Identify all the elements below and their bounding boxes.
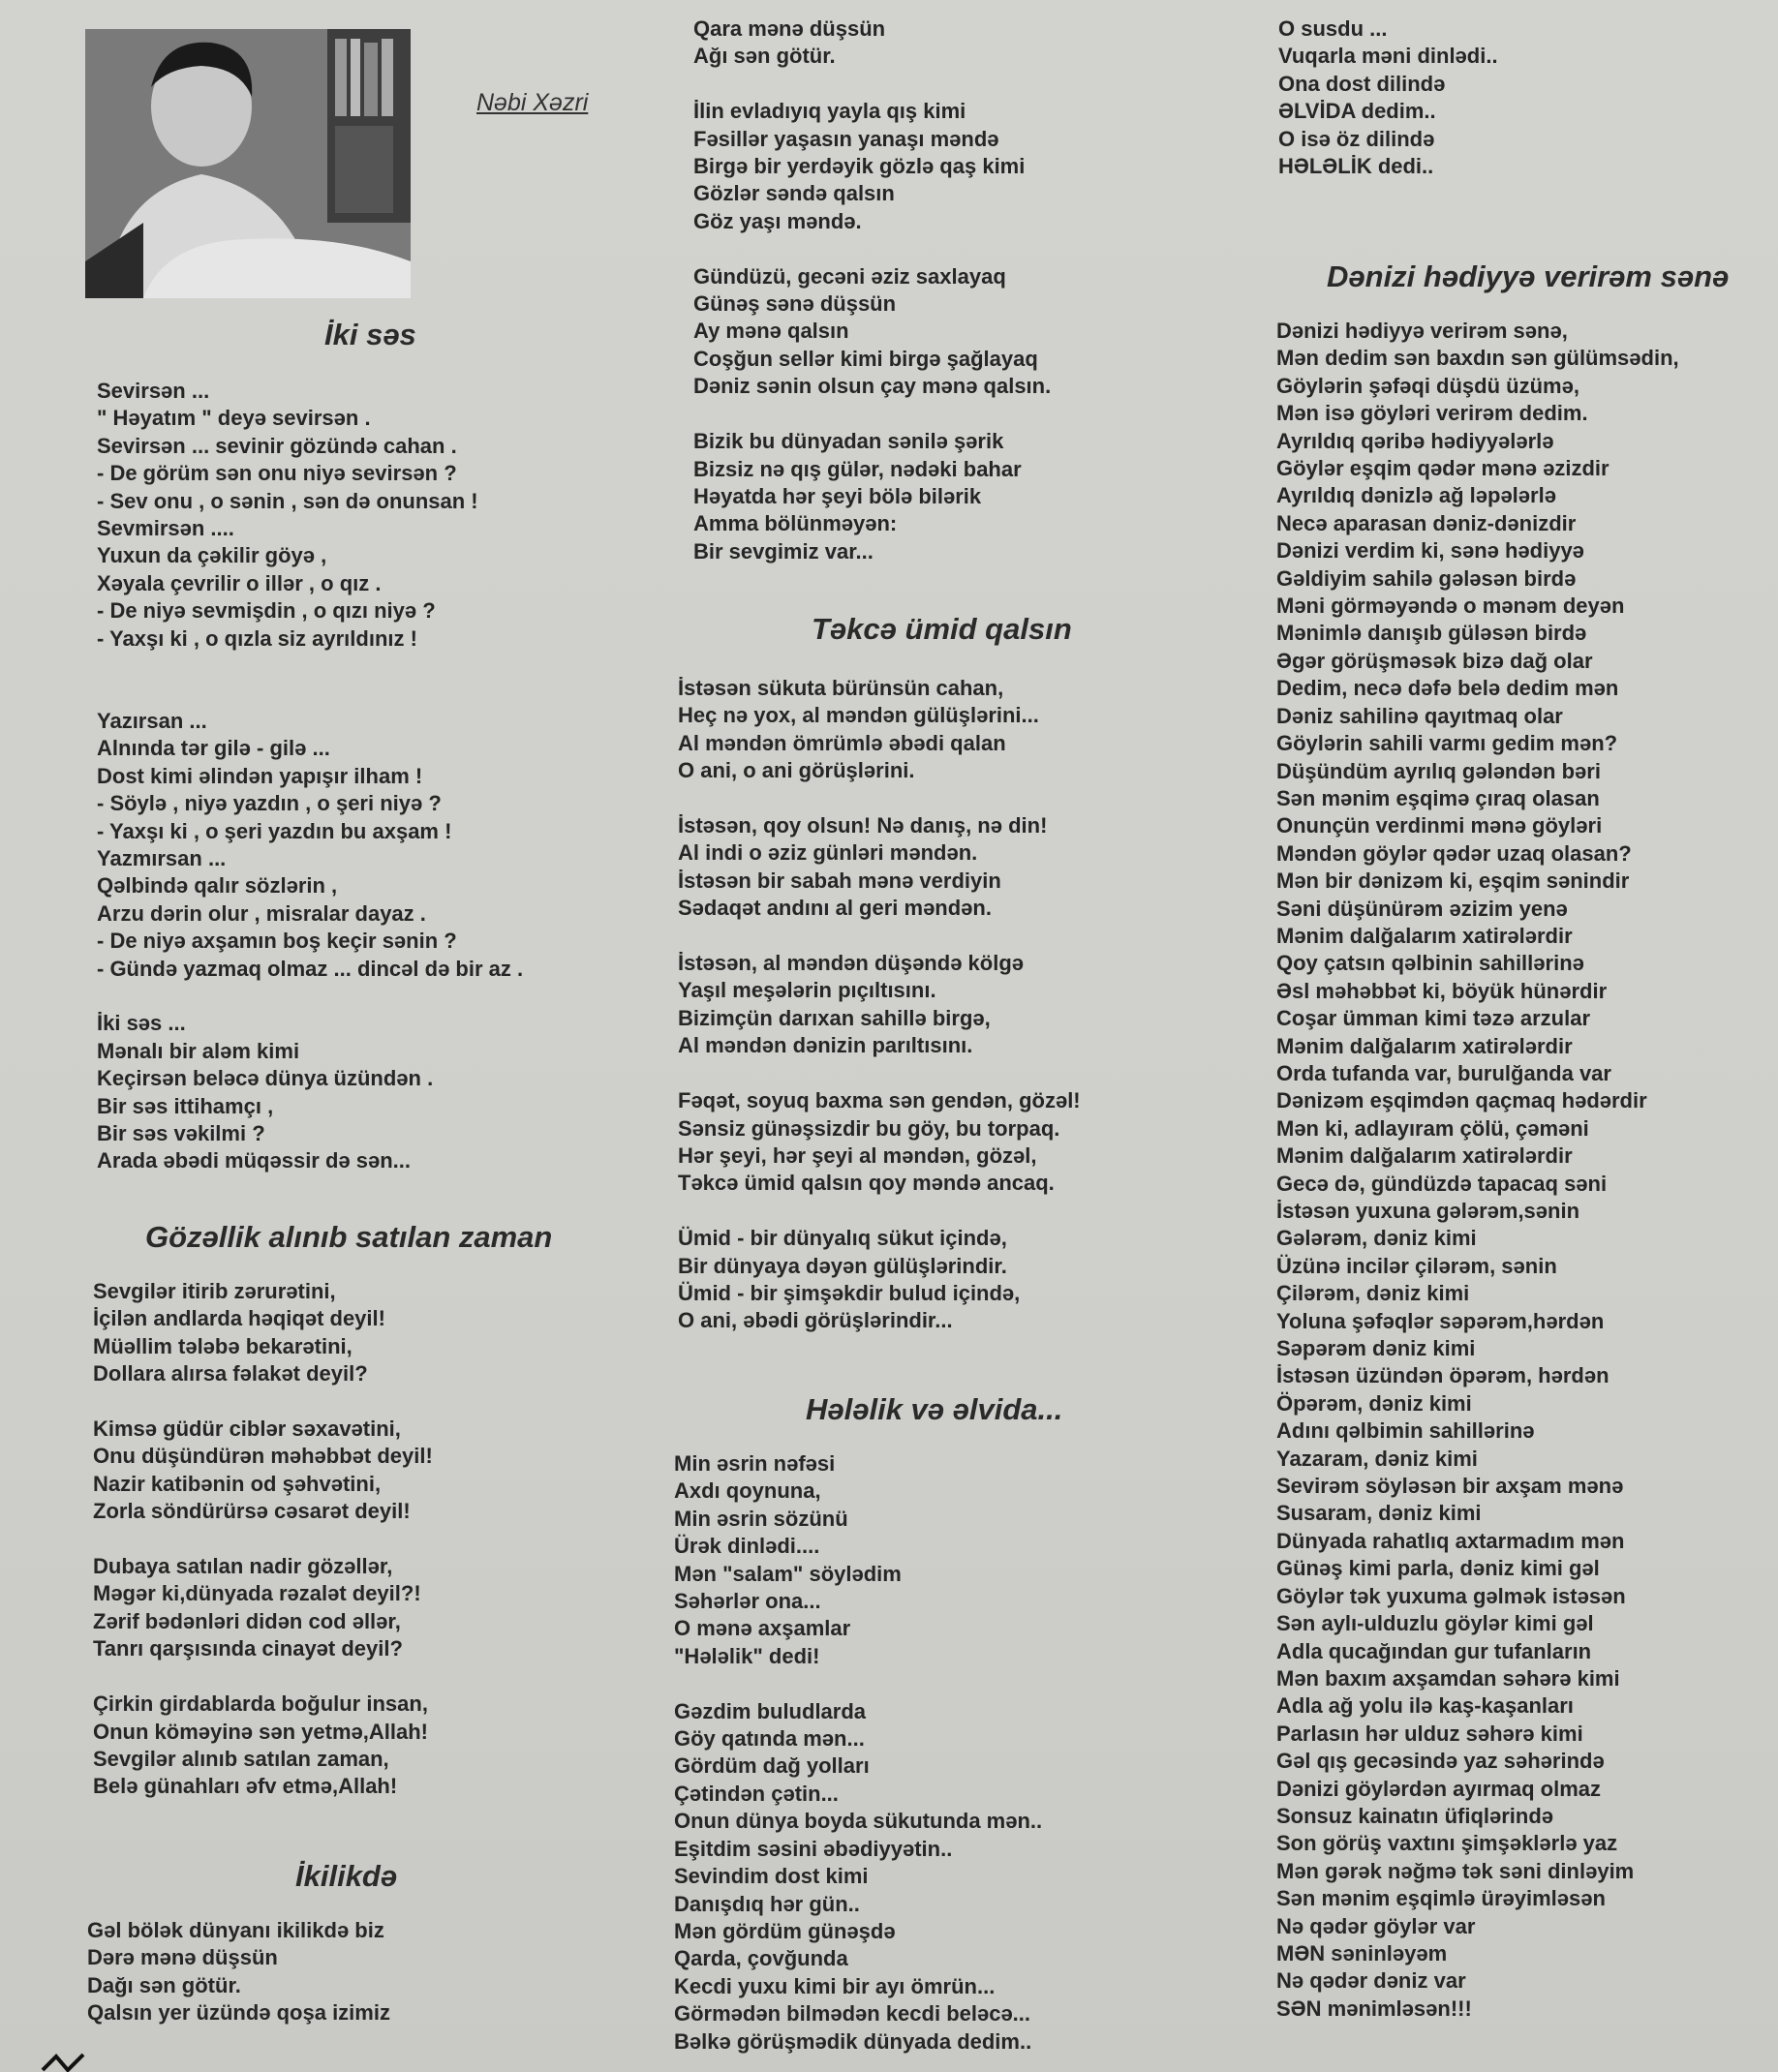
poem-line: Xəyala çevrilir o illər , o qız . — [97, 570, 382, 595]
poem-line: Qalsın yer üzündə qoşa izimiz — [87, 2000, 390, 2026]
poem-line: Ay mənə qalsın — [693, 319, 849, 344]
poem-line: Dubaya satılan nadir gözəllər, — [93, 1554, 393, 1579]
poem-line: Səni düşünürəm əzizim yenə — [1276, 896, 1568, 921]
poem-line: Bir sevgimiz var... — [693, 538, 874, 564]
poem-line: Ümid - bir şimşəkdir bulud içində, — [678, 1280, 1021, 1305]
poem-line: Arzu dərin olur , misralar dayaz . — [97, 900, 426, 926]
poem-line: Təkcə ümid qalsın qoy məndə ancaq. — [678, 1171, 1055, 1196]
poem-line: - Gündə yazmaq olmaz ... dincəl də bir az . — [97, 956, 524, 981]
poem-title-iki-ses: İki səs — [324, 318, 416, 351]
poem-line: Axdı qoynuna, — [674, 1478, 821, 1504]
poem-line — [93, 1388, 433, 1416]
poem-line: Qarda, çovğunda — [674, 1946, 848, 1971]
poem-line: Necə aparasan dəniz-dənizdir — [1276, 510, 1577, 535]
poem-line: Göylərin sahili varmı gedim mən? — [1276, 731, 1618, 756]
poem-line: Onu düşündürən məhəbbət deyil! — [93, 1444, 433, 1469]
poem-line: İstəsən sükuta bürünsün cahan, — [678, 676, 1004, 700]
poem-line: Çilərəm, dəniz kimi — [1276, 1281, 1470, 1306]
poem-line: Mən baxım axşamdan səhərə kimi — [1276, 1665, 1620, 1691]
poem-line: İstəsən, al məndən düşəndə kölgə — [678, 951, 1024, 976]
poem-line: Mənim dalğalarım xatirələrdir — [1276, 1143, 1573, 1169]
poem-line: Gələrəm, dəniz kimi — [1276, 1226, 1477, 1251]
poem-line: İlin evladıyıq yayla qış kimi — [693, 99, 966, 124]
poem-line: HƏLƏLİK dedi.. — [1278, 154, 1434, 179]
poem-line: Yoluna şəfəqlər səpərəm,hərdən — [1276, 1308, 1605, 1333]
poem-line: - De görüm sən onu niyə sevirsən ? — [97, 461, 457, 486]
poem-title-helelik: Hələlik və əlvida... — [806, 1392, 1063, 1426]
poem-line: Ayrıldıq qəribə hədiyyələrlə — [1276, 428, 1554, 453]
logo-mark-icon — [39, 2053, 136, 2072]
poem-line: Orda tufanda var, burulğanda var — [1276, 1060, 1611, 1085]
poem-line: Hər şeyi, hər şeyi al məndən, gözəl, — [678, 1143, 1037, 1168]
poem-line: Nə qədər dəniz var — [1276, 1968, 1466, 1994]
poem-line: Vuqarla məni dinlədi.. — [1278, 44, 1498, 69]
poem-line: - Yaxşı ki , o qızla siz ayrıldınız ! — [97, 625, 417, 651]
poem-line: O mənə axşamlar — [674, 1616, 851, 1641]
poem-line: Onunçün verdinmi mənə göyləri — [1276, 813, 1603, 838]
poem-line: Mən gərək nəğmə tək səni dinləyim — [1276, 1858, 1635, 1883]
poem-line: Min əsrin sözünü — [674, 1506, 848, 1531]
poem-line: Dəniz sahilinə qayıtmaq olar — [1276, 703, 1563, 728]
poem-line: Zərif bədənləri didən cod əllər, — [93, 1608, 401, 1633]
poem-line: Kecdi yuxu kimi bir ayı ömrün... — [674, 1973, 996, 1998]
poem-line: Onun köməyinə sən yetmə,Allah! — [93, 1719, 428, 1744]
poem-line: Onun dünya boyda sükutunda mən.. — [674, 1809, 1043, 1834]
poem-line: Göy qatında mən... — [674, 1726, 865, 1752]
poem-line: Nə qədər göylər var — [1276, 1913, 1476, 1938]
poem-line: Bir səs vəkilmi ? — [97, 1120, 265, 1145]
poem-line: - De niyə sevmişdin , o qızı niyə ? — [97, 598, 436, 624]
poem-line: Dənizi göylərdən ayırmaq olmaz — [1276, 1776, 1601, 1801]
poem-line: Keçirsən beləcə dünya üzündən . — [97, 1066, 434, 1091]
poem-line: Nazir katibənin od şəhvətini, — [93, 1471, 382, 1496]
poem-line: Məgər ki,dünyada rəzalət deyil?! — [93, 1581, 421, 1606]
poem-line: Məni görməyəndə o mənəm deyən — [1276, 594, 1625, 619]
poem-line: Coşar ümman kimi təzə arzular — [1276, 1006, 1591, 1031]
poem-line: İstəsən, qoy olsun! Nə danış, nə din! — [678, 813, 1048, 838]
poem-line: Göylər tək yuxuma gəlmək istəsən — [1276, 1583, 1626, 1608]
poem-line: Adla qucağından gur tufanların — [1276, 1638, 1592, 1663]
poem-line: Sevirəm söyləsən bir axşam mənə — [1276, 1474, 1624, 1499]
poem-line: MƏN səninləyəm — [1276, 1940, 1448, 1965]
poem-line: Ayrıldıq dənizlə ağ ləpələrlə — [1276, 483, 1556, 508]
poem-iki-ses — [97, 378, 523, 1175]
poem-line: O isə öz dilində — [1278, 126, 1435, 151]
poem-line: Belə günahları əfv etmə,Allah! — [93, 1774, 398, 1799]
poem-line: O ani, o ani görüşlərini. — [678, 758, 915, 783]
poem-line: Mənalı bir aləm kimi — [97, 1038, 300, 1063]
poem-tekce-umid — [678, 675, 1081, 1335]
poem-line — [674, 1670, 1042, 1697]
poem-line: Əsl məhəbbət ki, böyük hünərdir — [1276, 978, 1608, 1003]
poem-line: O susdu ... — [1278, 16, 1388, 41]
poem-line: Müəllim tələbə bekarətini, — [93, 1333, 353, 1358]
poem-line: Gözlər səndə qalsın — [693, 181, 895, 206]
poem-line: Bizimçün darıxan sahillə birgə, — [678, 1005, 991, 1030]
poem-line — [93, 1663, 433, 1691]
poem-line: Gündüzü, gecəni əziz saxlayaq — [693, 263, 1006, 289]
poem-line: Çətindən çətin... — [674, 1781, 839, 1806]
poem-line: Həyatda hər şeyi bölə bilərik — [693, 483, 982, 508]
poem-line: Əgər görüşməsək bizə dağ olar — [1276, 648, 1593, 673]
poem-denizi — [1276, 318, 1679, 2023]
poem-line: Sevgilər alınıb satılan zaman, — [93, 1746, 389, 1771]
author-photo — [85, 29, 411, 298]
poem-line: Gecə də, gündüzdə tapacaq səni — [1276, 1171, 1608, 1196]
poem-line: Mənim dalğalarım xatirələrdir — [1276, 1033, 1573, 1058]
poem-line: Günəş kimi parla, dəniz kimi gəl — [1276, 1556, 1600, 1581]
poem-line: Yazaram, dəniz kimi — [1276, 1446, 1478, 1471]
poem-title-tekce-umid: Təkcə ümid qalsın — [812, 612, 1072, 646]
poem-line: Sevgilər itirib zərurətini, — [93, 1279, 336, 1303]
poem-line: İstəsən yuxuna gələrəm,sənin — [1276, 1199, 1580, 1223]
poem-line: SƏN mənimləsən!!! — [1276, 1996, 1472, 2021]
poem-line: Amma bölünməyən: — [693, 511, 898, 536]
poem-line: Gəldiyim sahilə gələsən birdə — [1276, 565, 1577, 591]
poem-line: Səhərlər ona... — [674, 1589, 821, 1614]
poem-line: Yaşıl meşələrin pıçıltısını. — [678, 978, 936, 1003]
poem-line: Göz yaşı məndə. — [693, 208, 862, 233]
poem-line: Sevindim dost kimi — [674, 1864, 869, 1889]
poem-line: Dənizi verdim ki, sənə hədiyyə — [1276, 538, 1584, 564]
poem-line: Dünyada rahatlıq axtarmadım mən — [1276, 1528, 1625, 1553]
poem-line: Sevmirsən .... — [97, 516, 234, 541]
poem-line: Gəl bölək dünyanı ikilikdə biz — [87, 1918, 384, 1942]
poem-line: Mən isə göyləri verirəm dedim. — [1276, 401, 1588, 426]
poem-line: Mən bir dənizəm ki, eşqim sənindir — [1276, 868, 1630, 894]
poem-line: Dedim, necə dəfə belə dedim mən — [1276, 676, 1619, 701]
poem-line: Dərə mənə düşsün — [87, 1945, 278, 1970]
poem-line: Qəlbində qalır sözlərin , — [97, 873, 338, 899]
poem-line: - De niyə axşamın boş keçir sənin ? — [97, 929, 457, 954]
poem-line: Bizsiz nə qış gülər, nədəki bahar — [693, 456, 1022, 481]
poem-helelik-part2 — [1278, 15, 1498, 180]
poem-line: Dənizi hədiyyə verirəm sənə, — [1276, 319, 1568, 343]
poem-line: Məndən göylər qədər uzaq olasan? — [1276, 840, 1632, 866]
poem-line: Mən dedim sən baxdın sən gülümsədin, — [1276, 346, 1679, 371]
poem-line: Parlasın hər ulduz səhərə kimi — [1276, 1721, 1583, 1746]
poem-line — [93, 1526, 433, 1553]
poem-line: Görmədən bilmədən kecdi beləcə... — [674, 2001, 1031, 2026]
author-name: Nəbi Xəzri — [476, 89, 589, 116]
poem-line: Tanrı qarşısında cinayət deyil? — [93, 1636, 403, 1661]
poem-line: Ürək dinlədi.... — [674, 1534, 820, 1559]
poem-line — [693, 235, 1051, 262]
poem-line: Gəl qış gecəsində yaz səhərində — [1276, 1749, 1605, 1774]
poem-line: Bir dünyaya dəyən gülüşlərindir. — [678, 1253, 1007, 1278]
poem-line: ƏLVİDA dedim.. — [1278, 99, 1436, 124]
poem-line — [97, 653, 523, 680]
poem-line: Sənsiz günəşsizdir bu göy, bu torpaq. — [678, 1115, 1060, 1141]
poem-line — [693, 401, 1051, 428]
poem-line: Çirkin girdablarda boğulur insan, — [93, 1691, 428, 1717]
poem-line: Ümid - bir dünyalıq sükut içində, — [678, 1226, 1007, 1251]
poem-line — [97, 983, 523, 1010]
poem-line: Gəzdim buludlarda — [674, 1698, 867, 1723]
poem-line: Adını qəlbimin sahillərinə — [1276, 1418, 1535, 1444]
poem-ikilikde-part2 — [693, 15, 1051, 565]
poem-line: - Yaxşı ki , o şeri yazdın bu axşam ! — [97, 818, 452, 843]
poem-line: Min əsrin nəfəsi — [674, 1451, 836, 1476]
poem-line: Heç nə yox, al məndən gülüşlərini... — [678, 703, 1039, 728]
poem-line: Mən ki, adlayıram çölü, çəməni — [1276, 1115, 1589, 1141]
poem-line: Mənimlə danışıb güləsən birdə — [1276, 621, 1587, 646]
poem-line: Zorla söndürürsə cəsarət deyil! — [93, 1499, 411, 1524]
poem-line: Səpərəm dəniz kimi — [1276, 1336, 1476, 1361]
poem-line: Al məndən dənizin parıltısını. — [678, 1033, 973, 1058]
poem-line — [678, 1198, 1081, 1225]
poem-line: Qara mənə düşsün — [693, 16, 886, 41]
poem-title-gozellik: Gözəllik alınıb satılan zaman — [145, 1220, 553, 1254]
poem-title-ikilikde: İkilikdə — [295, 1859, 398, 1893]
poem-line: Alnında tər gilə - gilə ... — [97, 736, 330, 761]
poem-line: Eşitdim səsini əbədiyyətin.. — [674, 1836, 953, 1861]
poem-line: Birgə bir yerdəyik gözlə qaş kimi — [693, 154, 1026, 179]
poem-line: - Söylə , niyə yazdın , o şeri niyə ? — [97, 791, 442, 816]
poem-line: Sədaqət andını al geri məndən. — [678, 896, 992, 921]
poem-line: - Sev onu , o sənin , sən də onunsan ! — [97, 488, 478, 513]
poem-line — [678, 923, 1081, 950]
poem-line — [97, 680, 523, 707]
poem-line: Mənim dalğalarım xatirələrdir — [1276, 923, 1573, 948]
poem-helelik-part1 — [674, 1450, 1042, 2056]
poem-line: Bir səs ittihamçı , — [97, 1093, 274, 1118]
poem-line: Fəqət, soyuq baxma sən gendən, gözəl! — [678, 1088, 1081, 1113]
poem-line — [693, 71, 1051, 98]
poem-line: Al indi o əziz günləri məndən. — [678, 840, 978, 866]
poem-line: İstəsən üzündən öpərəm, hərdən — [1276, 1363, 1609, 1388]
poem-line: Sən mənim eşqimə çıraq olasan — [1276, 785, 1600, 810]
poem-line — [678, 785, 1081, 812]
poem-line: Sən mənim eşqimlə ürəyimləsən — [1276, 1886, 1606, 1911]
poem-line: Al məndən ömrümlə əbədi qalan — [678, 730, 1006, 755]
poem-line: Bizik bu dünyadan sənilə şərik — [693, 429, 1004, 454]
poem-line: Düşündüm ayrılıq gələndən bəri — [1276, 758, 1601, 783]
poem-line: Bəlkə görüşmədik dünyada dedim.. — [674, 2028, 1032, 2054]
poem-line: Günəş sənə düşsün — [693, 291, 897, 317]
poem-line: Ağı sən götür. — [693, 44, 836, 69]
portrait-photo-icon — [85, 29, 411, 298]
poem-line: Dənizəm eşqimdən qaçmaq hədərdir — [1276, 1088, 1647, 1113]
poem-line: Fəsillər yaşasın yanaşı məndə — [693, 126, 999, 151]
poem-line: Gördüm dağ yolları — [674, 1753, 870, 1779]
poem-line: Ona dost dilində — [1278, 71, 1446, 96]
poem-line: İki səs ... — [97, 1011, 186, 1036]
poem-line: Susaram, dəniz kimi — [1276, 1501, 1482, 1526]
poem-line: Sevirsən ... sevinir gözündə cahan . — [97, 433, 457, 458]
poem-line: Mən "salam" söylədim — [674, 1561, 902, 1586]
poem-line: Sevirsən ... — [97, 379, 210, 403]
poem-line: Coşğun sellər kimi birgə şağlayaq — [693, 346, 1038, 371]
poem-line — [678, 1060, 1081, 1087]
poem-line: Üzünə incilər çilərəm, sənin — [1276, 1253, 1557, 1278]
poem-line: Kimsə güdür ciblər səxavətini, — [93, 1417, 401, 1442]
poem-line: Yuxun da çəkilir göyə , — [97, 543, 327, 568]
poem-line: Adla ağ yolu ilə kaş-kaşanları — [1276, 1693, 1574, 1719]
poem-line: "Hələlik" dedi! — [674, 1643, 820, 1668]
poem-line: Sonsuz kainatın üfiqlərində — [1276, 1803, 1554, 1828]
poem-line: Dağı sən götür. — [87, 1972, 241, 1997]
poem-line: Sən aylı-ulduzlu göylər kimi gəl — [1276, 1611, 1594, 1636]
poem-line: Son görüş vaxtını şimşəklərlə yaz — [1276, 1831, 1618, 1856]
poem-line: Arada əbədi müqəssir də sən... — [97, 1148, 412, 1173]
poem-line: Danışdıq hər gün.. — [674, 1891, 860, 1916]
poem-line: İçilən andlarda həqiqət deyil! — [93, 1306, 385, 1331]
poem-line: İstəsən bir sabah mənə verdiyin — [678, 868, 1001, 893]
poem-line: Göylərin şəfəqi düşdü üzümə, — [1276, 373, 1579, 398]
poem-line: Mən gördüm günəşdə — [674, 1918, 896, 1943]
poem-title-denizi: Dənizi hədiyyə verirəm sənə — [1327, 259, 1730, 293]
poem-gozellik — [93, 1278, 433, 1801]
poem-line: Dost kimi əlindən yapışır ilham ! — [97, 763, 423, 788]
poem-ikilikde-part1 — [87, 1917, 390, 2027]
poem-line: Öpərəm, dəniz kimi — [1276, 1390, 1472, 1416]
poem-line: Yazırsan ... — [97, 708, 207, 733]
poem-line: Yazmırsan ... — [97, 845, 227, 870]
poem-line: Dollara alırsa fəlakət deyil? — [93, 1361, 368, 1386]
poem-line: Göylər eşqim qədər mənə əzizdir — [1276, 456, 1609, 481]
poem-line: Qoy çatsın qəlbinin sahillərinə — [1276, 951, 1584, 976]
poem-line: " Həyatım " deyə sevirsən . — [97, 406, 371, 431]
poem-line: O ani, əbədi görüşlərindir... — [678, 1308, 953, 1333]
poem-line: Dəniz sənin olsun çay mənə qalsın. — [693, 374, 1052, 399]
